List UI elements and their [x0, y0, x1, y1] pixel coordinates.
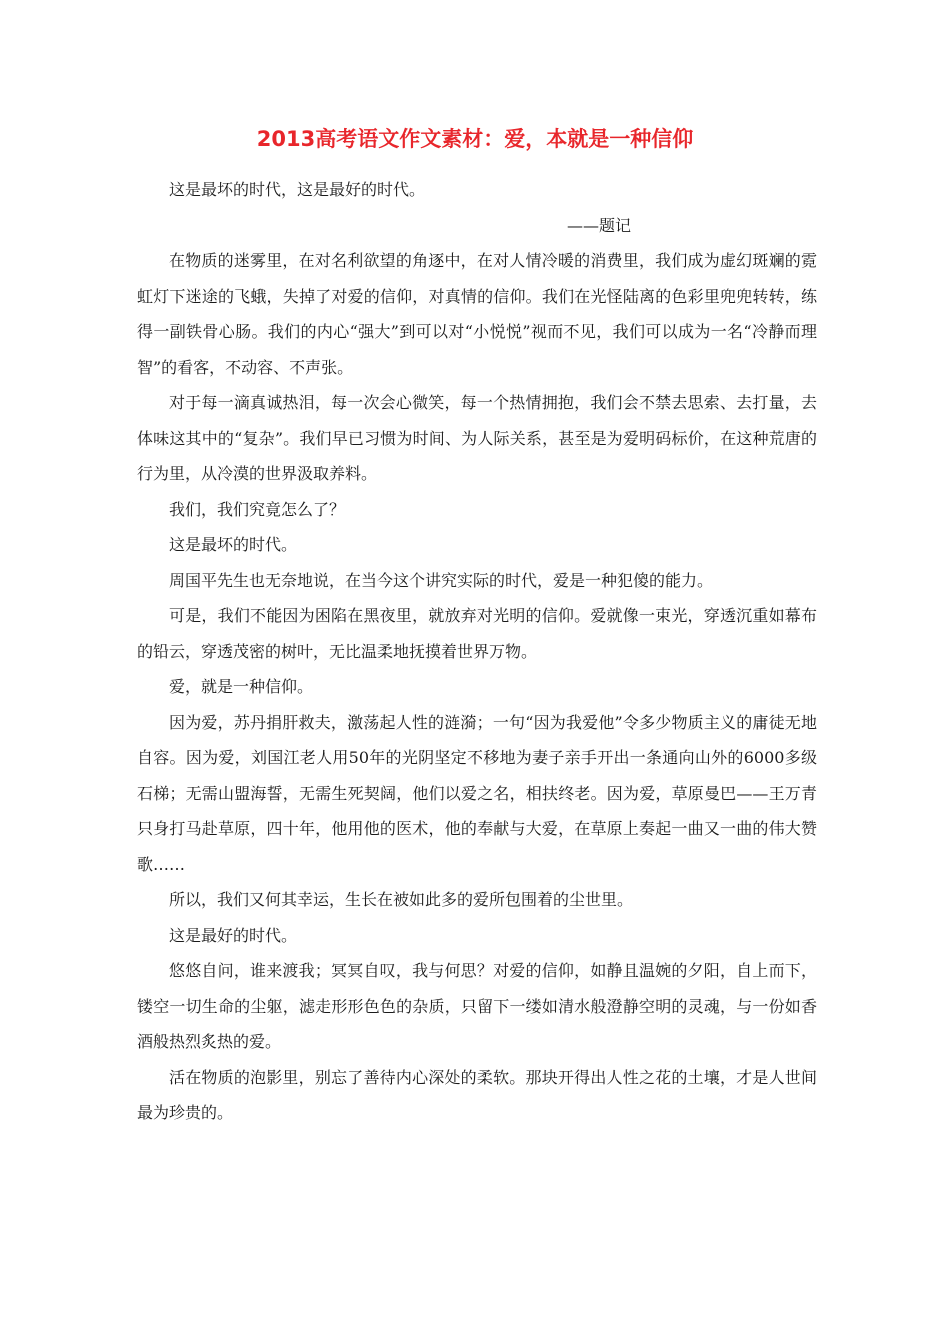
paragraph: 因为爱，苏丹捐肝救夫，激荡起人性的涟漪；一句“因为我爱他”令多少物质主义的庸徒无地自容。因为爱，刘国江老人用50年的光阴坚定不移地为妻子亲手开出一条通向山外的6000多级石梯；无需山盟海誓，无需生死契阔，他们以爱之名，相扶终老。因为爱，草原曼巴——王万青只身打马赴草原，四十年，他用他的医术，他的奉献与大爱，在草原上奏起一曲又一曲的伟大赞歌……	[137, 712, 817, 874]
paragraph: 对于每一滴真诚热泪，每一次会心微笑，每一个热情拥抱，我们会不禁去思索、去打量，去体味这其中的“复杂”。我们早已习惯为时间、为人际关系，甚至是为爱明码标价，在这种荒唐的行为里，从冷漠的世界汲取养料。	[137, 393, 817, 483]
paragraph: 爱，就是一种信仰。	[169, 677, 314, 696]
opening-line: 这是最坏的时代，这是最好的时代。	[169, 180, 426, 199]
paragraph: 这是最坏的时代。	[169, 535, 298, 554]
paragraph: 我们，我们究竟怎么了？	[169, 499, 346, 519]
paragraph: 这是最好的时代。	[169, 925, 298, 945]
paragraph: 可是，我们不能因为困陷在黑夜里，就放弃对光明的信仰。爱就像一束光，穿透沉重如幕布的铅云，穿透茂密的树叶，无比温柔地抚摸着世界万物。	[137, 606, 817, 661]
epigraph-attribution: ——题记	[567, 215, 632, 235]
paragraph: 在物质的迷雾里，在对名利欲望的角逐中，在对人情冷暖的消费里，我们成为虚幻斑斓的霓虹灯下迷途的飞蛾，失掉了对爱的信仰，对真情的信仰。我们在光怪陆离的色彩里兜兜转转，练得一副铁骨心肠。我们的内心“强大”到可以对“小悦悦”视而不见，我们可以成为一名“冷静而理智”的看客，不动容、不声张。	[137, 251, 817, 377]
document-title: 2013高考语文作文素材：爱，本就是一种信仰	[256, 127, 694, 151]
paragraph: 悠悠自问，谁来渡我；冥冥自叹，我与何思？对爱的信仰，如静且温婉的夕阳，自上而下，镂空一切生命的尘躯，滤走形形色色的杂质，只留下一缕如清水般澄静空明的灵魂，与一份如香酒般热烈炙热的爱。	[137, 961, 817, 1051]
document-body	[137, 172, 817, 1131]
paragraph: 活在物质的泡影里，别忘了善待内心深处的柔软。那块开得出人性之花的土壤，才是人世间最为珍贵的。	[137, 1067, 817, 1122]
paragraph: 周国平先生也无奈地说，在当今这个讲究实际的时代，爱是一种犯傻的能力。	[169, 570, 714, 590]
paragraph: 所以，我们又何其幸运，生长在被如此多的爱所包围着的尘世里。	[169, 890, 634, 909]
